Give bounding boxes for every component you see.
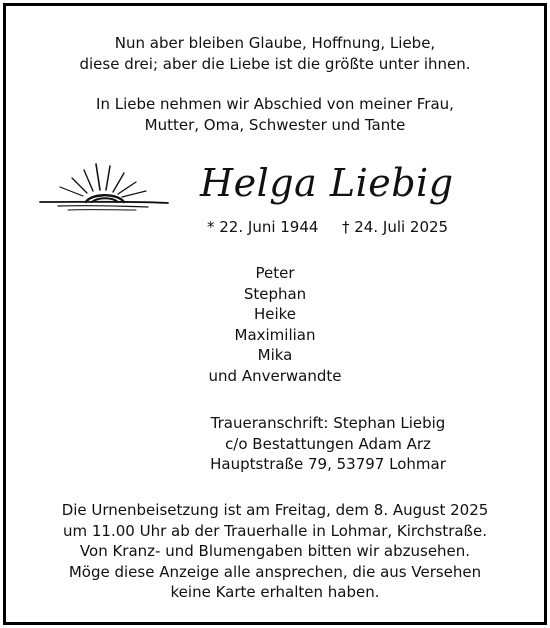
mourner-name: Peter	[255, 264, 295, 282]
death-date: † 24. Juli 2025	[342, 218, 449, 236]
mourning-address	[53, 413, 550, 475]
notice-line: Von Kranz- und Blumengaben bitten wir abzusehen.	[79, 542, 471, 560]
mourners-list	[0, 263, 550, 386]
intro-line: In Liebe nehmen wir Abschied von meiner Frau,	[96, 95, 454, 113]
mourner-name: Heike	[253, 305, 297, 323]
address-line: Hauptstraße 79, 53797 Lohmar	[210, 455, 446, 473]
notice-line: Möge diese Anzeige alle ansprechen, die aus Versehen	[68, 562, 482, 581]
mourner-name: Mika	[257, 346, 293, 364]
farewell-intro	[0, 94, 550, 135]
address-line: c/o Bestattungen Adam Arz	[225, 434, 431, 453]
funeral-notice	[0, 500, 550, 603]
setting-sun-icon	[38, 158, 170, 214]
birth-date: * 22. Juni 1944	[207, 218, 319, 236]
mourner-name: und Anverwandte	[208, 366, 342, 385]
address-line: Traueranschrift: Stephan Liebig	[210, 414, 446, 432]
verse-line: Nun aber bleiben Glaube, Hoffnung, Liebe,	[114, 34, 436, 52]
notice-line: Die Urnenbeisetzung ist am Freitag, dem 8. August 2025	[61, 501, 489, 519]
deceased-name: Helga Liebig	[200, 161, 454, 205]
notice-line: keine Karte erhalten haben.	[170, 583, 380, 601]
verse-line: diese drei; aber die Liebe ist die größte unter ihnen.	[79, 54, 471, 73]
bible-verse	[0, 33, 550, 74]
notice-line: um 11.00 Uhr ab der Trauerhalle in Lohmar, Kirchstraße.	[63, 521, 487, 540]
intro-line: Mutter, Oma, Schwester und Tante	[144, 115, 406, 134]
mourner-name: Maximilian	[234, 325, 316, 344]
mourner-name: Stephan	[243, 284, 307, 303]
